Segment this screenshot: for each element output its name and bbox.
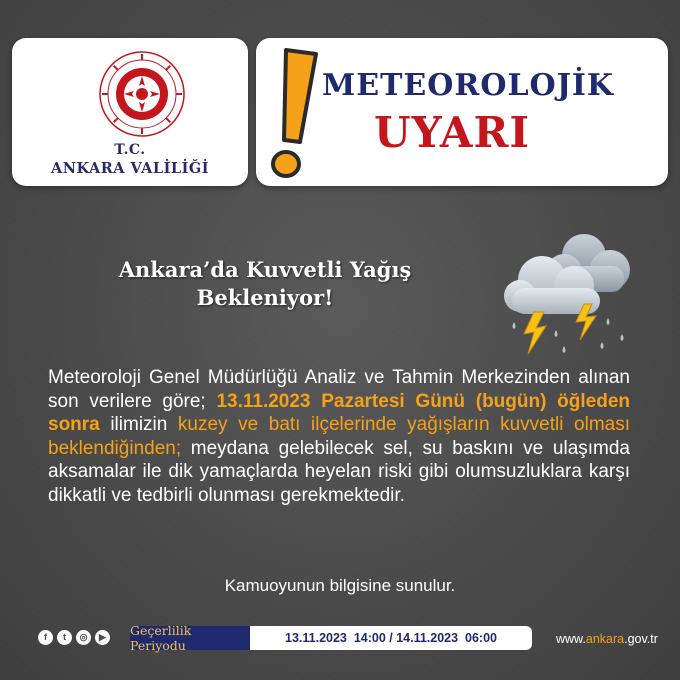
ankara-governorship-seal-icon [98, 50, 186, 138]
twitter-icon[interactable]: t [57, 630, 72, 645]
region-highlight: kuzey ve batı ilçelerinde yağışların kuvvetli olması beklendiğinden; [48, 414, 630, 459]
youtube-icon[interactable]: ▶ [95, 630, 110, 645]
footer [0, 624, 680, 654]
validity-period-value: 13.11.2023 14:00 / 14.11.2023 06:00 [250, 626, 532, 650]
warning-title: METEOROLOJİK [322, 68, 614, 103]
governorship-card [12, 38, 248, 186]
site-prefix: www. [556, 632, 586, 646]
headline-line1: Ankara’da Kuvvetli Yağış [118, 257, 412, 282]
site-suffix: .gov.tr [624, 632, 658, 646]
date-highlight: 13.11.2023 Pazartesi Günü (bugün) öğleden sonra [48, 390, 631, 435]
exclamation-icon [264, 44, 324, 184]
body-intro: Meteoroloji Genel Müdürlüğü Analiz ve Tahmin Merkezinden alınan son verilere göre; [48, 367, 630, 412]
warning-card [256, 38, 668, 186]
social-links [38, 630, 110, 645]
warning-subtitle: UYARI [374, 108, 531, 157]
body-risks: meydana gelebilecek sel, su baskını ve ulaşımda aksamalar ile dik yamaçlarda heyelan riski gibi olumsuzluklara karşı dikkatli ve tedbirli olunması gerekmektedir. [48, 437, 630, 506]
closing-statement: Kamuoyunun bilgisine sunulur. [224, 576, 456, 595]
thunderstorm-cloud-icon [498, 226, 638, 364]
instagram-icon[interactable]: ◎ [76, 630, 91, 645]
validity-period-label: Geçerlilik Periyodu [130, 626, 250, 650]
governorship-title: ANKARA VALİLİĞİ [50, 160, 210, 177]
body-connector: ilimizin [99, 414, 178, 435]
facebook-icon[interactable]: f [38, 630, 53, 645]
announcement-body [48, 366, 630, 507]
website-link[interactable] [556, 632, 658, 646]
headline [30, 256, 500, 312]
tc-label: T.C. [114, 142, 146, 158]
headline-line2: Bekleniyor! [196, 285, 334, 310]
site-brand: ankara [585, 632, 625, 646]
